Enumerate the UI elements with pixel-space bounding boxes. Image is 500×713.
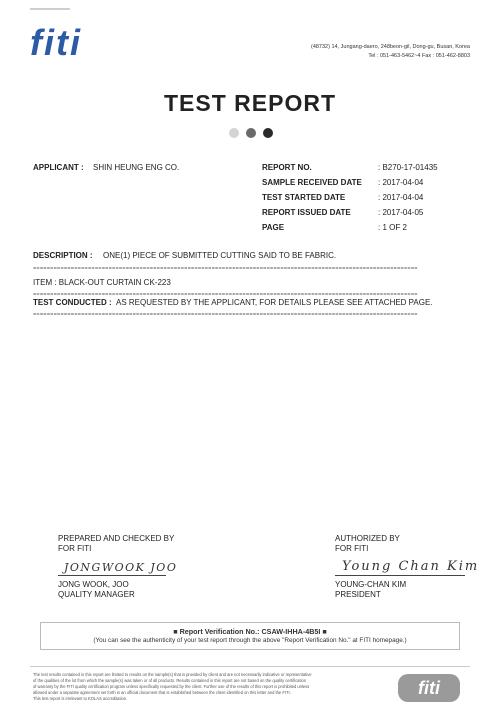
prepared-name: JONG WOOK, JOO (58, 580, 129, 589)
page-title: TEST REPORT (163, 90, 336, 116)
description-value: ONE(1) PIECE OF SUBMITTED CUTTING SAID TO BE FABRIC. (103, 251, 337, 260)
verification-number: ■ Report Verification No.: CSAW-IHHA-4B5I ■ (173, 627, 327, 636)
prepared-signature: JONGWOOK JOO (64, 561, 178, 574)
title-dot-light (229, 128, 239, 138)
title-dot-mid (246, 128, 256, 138)
disclaimer-line: of the qualities of the lot from which the sample(s) was taken or of all products. Results contained in this report are not based on the quality certification (33, 678, 307, 683)
authorized-for-label: FOR FITI (335, 544, 369, 553)
test-conducted-label: TEST CONDUCTED : (33, 298, 112, 307)
report-no-value: : B270-17-01435 (378, 163, 438, 172)
authorized-position: PRESIDENT (335, 590, 381, 599)
description-label: DESCRIPTION : (33, 251, 93, 260)
signature-line (58, 575, 166, 576)
phone-fax-line: Tel : 051-463-5462~4 Fax : 051-462-8803 (368, 53, 470, 59)
footer-divider (30, 666, 470, 667)
item-line: ITEM : BLACK-OUT CURTAIN CK-223 (33, 278, 171, 287)
authorized-by-label: AUTHORIZED BY (335, 534, 400, 543)
separator: ================================================================================================================ (33, 312, 418, 318)
fiti-logo: fiti (30, 22, 82, 63)
top-mark (30, 8, 70, 10)
applicant-value: SHIN HEUNG ENG CO. (93, 163, 180, 172)
authorized-name: YOUNG-CHAN KIM (335, 580, 407, 589)
page-value: : 1 OF 2 (378, 223, 407, 232)
report-no-label: REPORT NO. (262, 163, 312, 172)
address-line: (48732) 14, Jungang-daero, 248beon-gil, Dong-gu, Busan, Korea (310, 44, 470, 50)
sample-received-label: SAMPLE RECEIVED DATE (262, 178, 362, 187)
page-label: PAGE (262, 223, 285, 232)
separator: ================================================================================================================ (33, 292, 418, 298)
authorized-signature: Young Chan Kim (342, 559, 480, 574)
test-conducted-value: AS REQUESTED BY THE APPLICANT, FOR DETAILS PLEASE SEE ATTACHED PAGE. (116, 298, 433, 307)
report-issued-value: : 2017-04-05 (378, 208, 424, 217)
title-dot-dark (263, 128, 273, 138)
verification-note: (You can see the authenticity of your test report through the above "Report Verification No." at FITI homepage.) (93, 637, 407, 644)
test-started-label: TEST STARTED DATE (262, 193, 346, 202)
prepared-for-label: FOR FITI (58, 544, 92, 553)
signature-line (335, 575, 465, 576)
sample-received-value: : 2017-04-04 (378, 178, 424, 187)
test-started-value: : 2017-04-04 (378, 193, 424, 202)
disclaimer-line: The test results contained in this report are limited to results on the sample(s) that is provided by client and are not necessarily indicative or representative (33, 672, 312, 677)
prepared-position: QUALITY MANAGER (58, 590, 135, 599)
report-issued-label: REPORT ISSUED DATE (262, 208, 351, 217)
applicant-label: APPLICANT : (33, 163, 84, 172)
prepared-by-label: PREPARED AND CHECKED BY (58, 534, 175, 543)
disclaimer-line: This test report is irrelevant to KOLAS accreditation. (33, 696, 128, 701)
disclaimer-line: of warranty by the FITI quality certification program unless specifically requested by the client. Further use of the results of this report is prohibited unless (33, 684, 310, 689)
separator: ================================================================================================================ (33, 266, 418, 272)
fiti-footer-logo: fiti (398, 674, 460, 702)
disclaimer-line: allowed under a separate agreement set forth in an official document that is established between the client identified on this letter and the FITI. (33, 690, 291, 695)
